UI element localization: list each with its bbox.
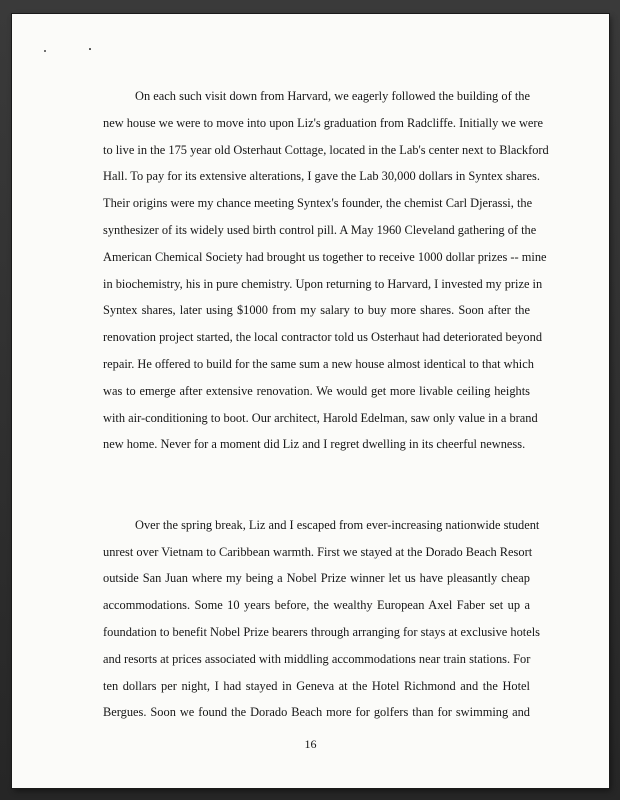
text-line: with air-conditioning to boot. Our architect, Harold Edelman, saw only value in a brand (103, 410, 538, 425)
paragraph-gap (103, 485, 530, 512)
text-line: Bergues. Soon we found the Dorado Beach more for golfers than for swimming and (103, 705, 530, 720)
text-line: American Chemical Society had brought us together to receive 1000 dollar prizes -- mine (103, 249, 547, 264)
text-line: outside San Juan where my being a Nobel Prize winner let us have pleasantly cheap (103, 571, 530, 586)
text-line: to live in the 175 year old Osterhaut Cottage, located in the Lab's center next to Blackford (103, 142, 549, 157)
text-line: On each such visit down from Harvard, we eagerly followed the building of the (135, 89, 530, 103)
text-line: Hall. To pay for its extensive alterations, I gave the Lab 30,000 dollars in Syntex shares. (103, 169, 540, 184)
text-line: in biochemistry, his in pure chemistry. Upon returning to Harvard, I invested my prize in (103, 276, 543, 291)
text-line: ten dollars per night, I had stayed in Geneva at the Hotel Richmond and the Hotel (103, 678, 530, 693)
text-line: Syntex shares, later using $1000 from my salary to buy more shares. Soon after the (103, 303, 530, 318)
text-line: Their origins were my chance meeting Syntex's founder, the chemist Carl Djerassi, the (103, 196, 533, 211)
text-line: foundation to benefit Nobel Prize bearers through arranging for stays at exclusive hotels (103, 624, 540, 639)
text-line: unrest over Vietnam to Caribbean warmth. First we stayed at the Dorado Beach Resort (103, 544, 533, 559)
paragraph-gap (103, 458, 530, 485)
speck-mark (89, 48, 91, 50)
text-line: and resorts at prices associated with middling accommodations near train stations. For (103, 651, 531, 666)
paragraph-2 (103, 512, 540, 726)
body-text (103, 83, 549, 726)
page-number: 16 (304, 737, 317, 751)
text-line: new house we were to move into upon Liz's graduation from Radcliffe. Initially we were (103, 115, 544, 130)
text-line: synthesizer of its widely used birth control pill. A May 1960 Cleveland gathering of the (103, 222, 537, 237)
text-line: new home. Never for a moment did Liz and I regret dwelling in its cheerful newness. (103, 437, 526, 452)
text-line: was to emerge after extensive renovation. We would get more livable ceiling heights (103, 383, 530, 398)
paragraph-1 (103, 83, 549, 458)
text-line: Over the spring break, Liz and I escaped from ever-increasing nationwide student (135, 517, 540, 532)
document-page (12, 14, 609, 788)
text-line: accommodations. Some 10 years before, the wealthy European Axel Faber set up a (103, 598, 530, 613)
speck-mark (44, 50, 46, 52)
text-line: repair. He offered to build for the same sum a new house almost identical to that which (103, 356, 534, 371)
text-line: renovation project started, the local contractor told us Osterhaut had deteriorated beyond (103, 330, 543, 345)
